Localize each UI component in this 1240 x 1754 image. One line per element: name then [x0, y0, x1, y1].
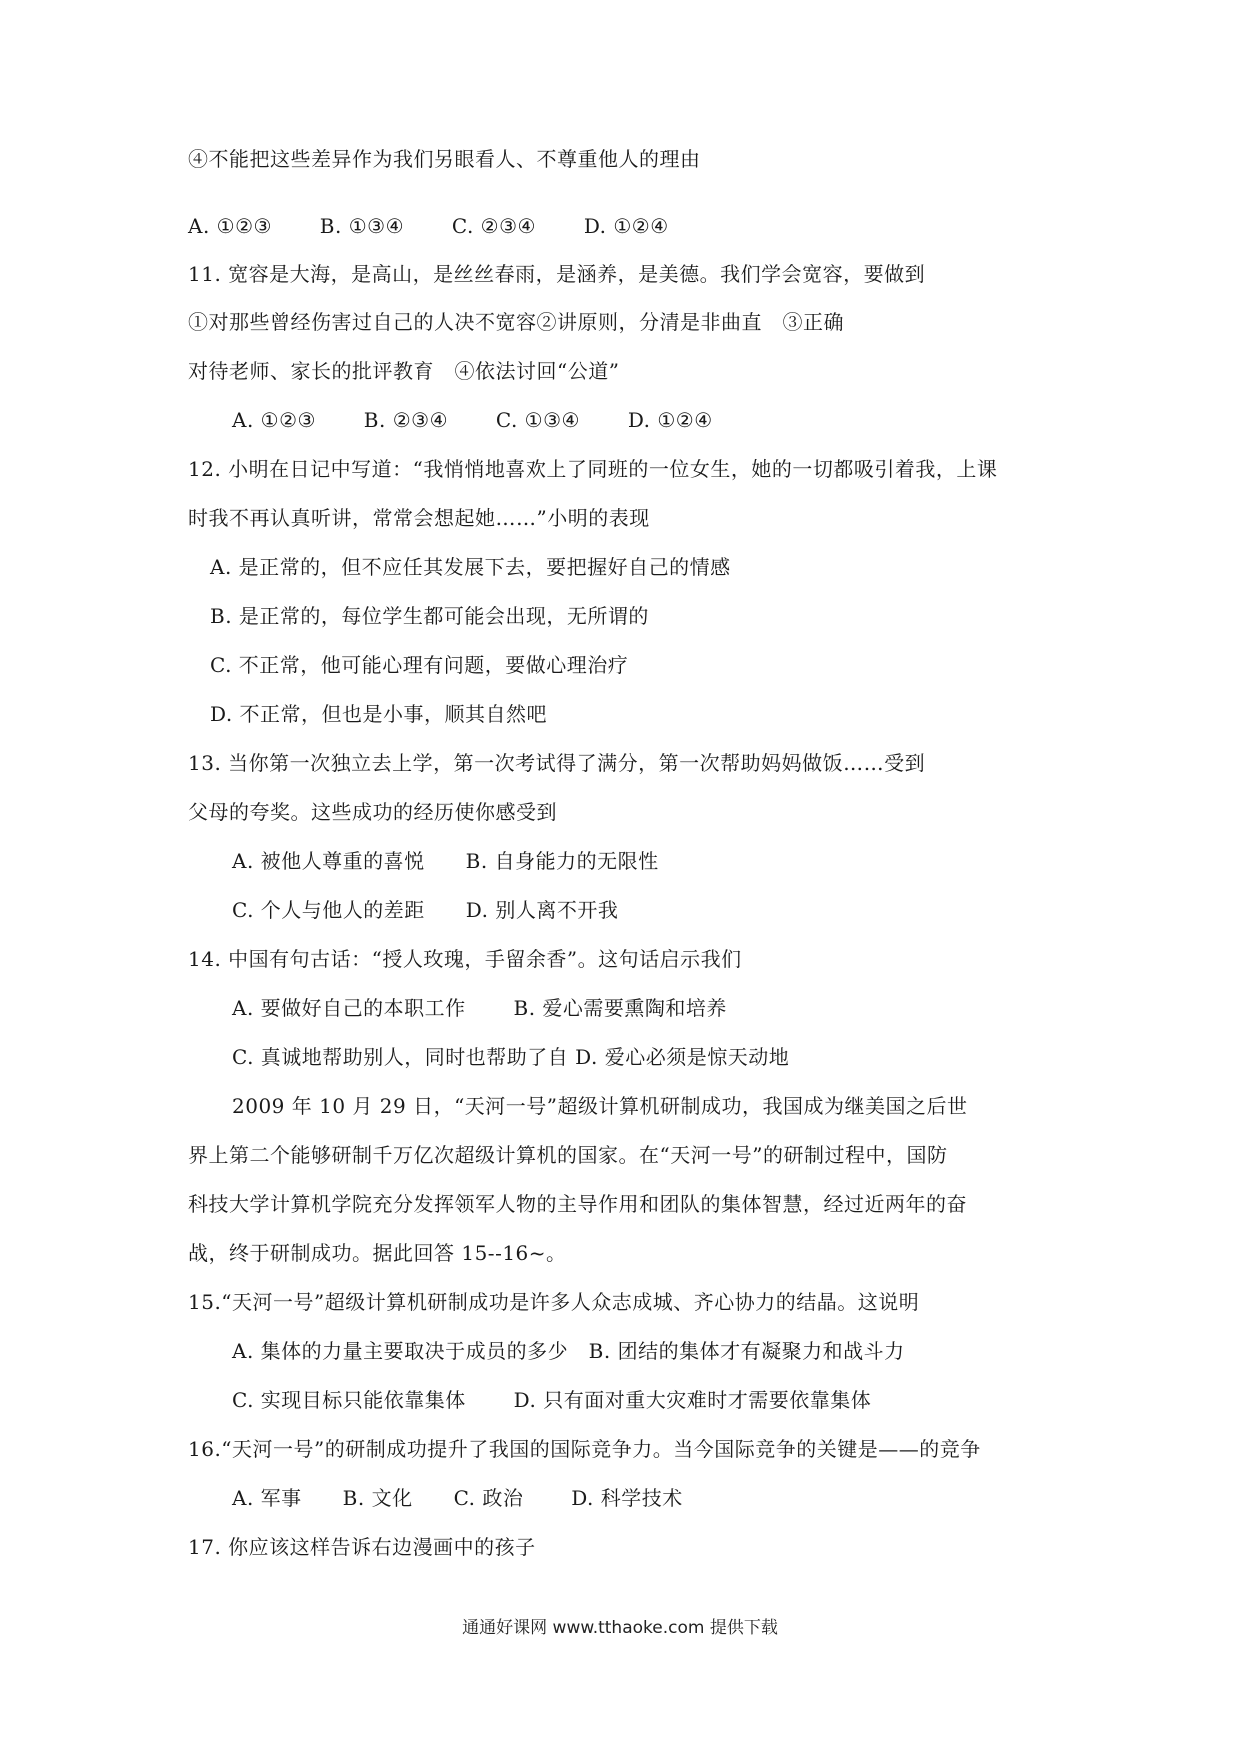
q15-options-cd: C. 实现目标只能依靠集体 D. 只有面对重大灾难时才需要依靠集体	[232, 1388, 872, 1412]
material-paragraph-line-1: 2009 年 10 月 29 日，“天河一号”超级计算机研制成功，我国成为继美国之后世	[232, 1094, 968, 1118]
q10-item-4: ④不能把这些差异作为我们另眼看人、不尊重他人的理由	[188, 147, 701, 171]
q11-stem: 11. 宽容是大海，是高山，是丝丝春雨，是涵养，是美德。我们学会宽容，要做到	[188, 262, 926, 286]
q11-items-line-continued: 对待老师、家长的批评教育 ④依法讨回“公道”	[188, 359, 620, 383]
material-paragraph-line-3: 科技大学计算机学院充分发挥领军人物的主导作用和团队的集体智慧，经过近两年的奋	[188, 1192, 967, 1216]
q13-options-ab: A. 被他人尊重的喜悦 B. 自身能力的无限性	[232, 849, 659, 873]
q12-option-a: A. 是正常的，但不应任其发展下去，要把握好自己的情感	[210, 555, 731, 579]
q15-options-ab: A. 集体的力量主要取决于成员的多少 B. 团结的集体才有凝聚力和战斗力	[232, 1339, 905, 1363]
q12-option-b: B. 是正常的，每位学生都可能会出现，无所谓的	[210, 604, 649, 628]
q12-stem-continued: 时我不再认真听讲，常常会想起她……”小明的表现	[188, 506, 650, 530]
material-paragraph-line-2: 界上第二个能够研制千万亿次超级计算机的国家。在“天河一号”的研制过程中，国防	[188, 1143, 948, 1167]
q13-stem: 13. 当你第一次独立去上学，第一次考试得了满分，第一次帮助妈妈做饭……受到	[188, 751, 926, 775]
q12-option-d: D. 不正常，但也是小事，顺其自然吧	[210, 702, 548, 726]
q14-options-cd: C. 真诚地帮助别人，同时也帮助了自 D. 爱心必须是惊天动地	[232, 1045, 790, 1069]
q11-options: A. ①②③ B. ②③④ C. ①③④ D. ①②④	[232, 408, 713, 432]
footer-source: 通通好课网 www.tthaoke.com 提供下载	[462, 1618, 778, 1638]
q15-stem: 15.“天河一号”超级计算机研制成功是许多人众志成城、齐心协力的结晶。这说明	[188, 1290, 920, 1314]
q14-stem: 14. 中国有句古话：“授人玫瑰，手留余香”。这句话启示我们	[188, 947, 742, 971]
q10-options: A. ①②③ B. ①③④ C. ②③④ D. ①②④	[188, 214, 669, 238]
q12-stem: 12. 小明在日记中写道：“我悄悄地喜欢上了同班的一位女生，她的一切都吸引着我，上课	[188, 457, 998, 481]
q11-items-line: ①对那些曾经伤害过自己的人决不宽容②讲原则，分清是非曲直 ③正确	[188, 310, 844, 334]
q16-stem: 16.“天河一号”的研制成功提升了我国的国际竞争力。当今国际竞争的关键是——的竞争	[188, 1437, 981, 1461]
material-paragraph-line-4: 战，终于研制成功。据此回答 15--16~。	[188, 1241, 567, 1265]
q13-stem-continued: 父母的夸奖。这些成功的经历使你感受到	[188, 800, 557, 824]
q17-stem: 17. 你应该这样告诉右边漫画中的孩子	[188, 1535, 536, 1559]
q13-options-cd: C. 个人与他人的差距 D. 别人离不开我	[232, 898, 619, 922]
q16-options: A. 军事 B. 文化 C. 政治 D. 科学技术	[232, 1486, 683, 1510]
q12-option-c: C. 不正常，他可能心理有问题，要做心理治疗	[210, 653, 629, 677]
q14-options-ab: A. 要做好自己的本职工作 B. 爱心需要熏陶和培养	[232, 996, 727, 1020]
